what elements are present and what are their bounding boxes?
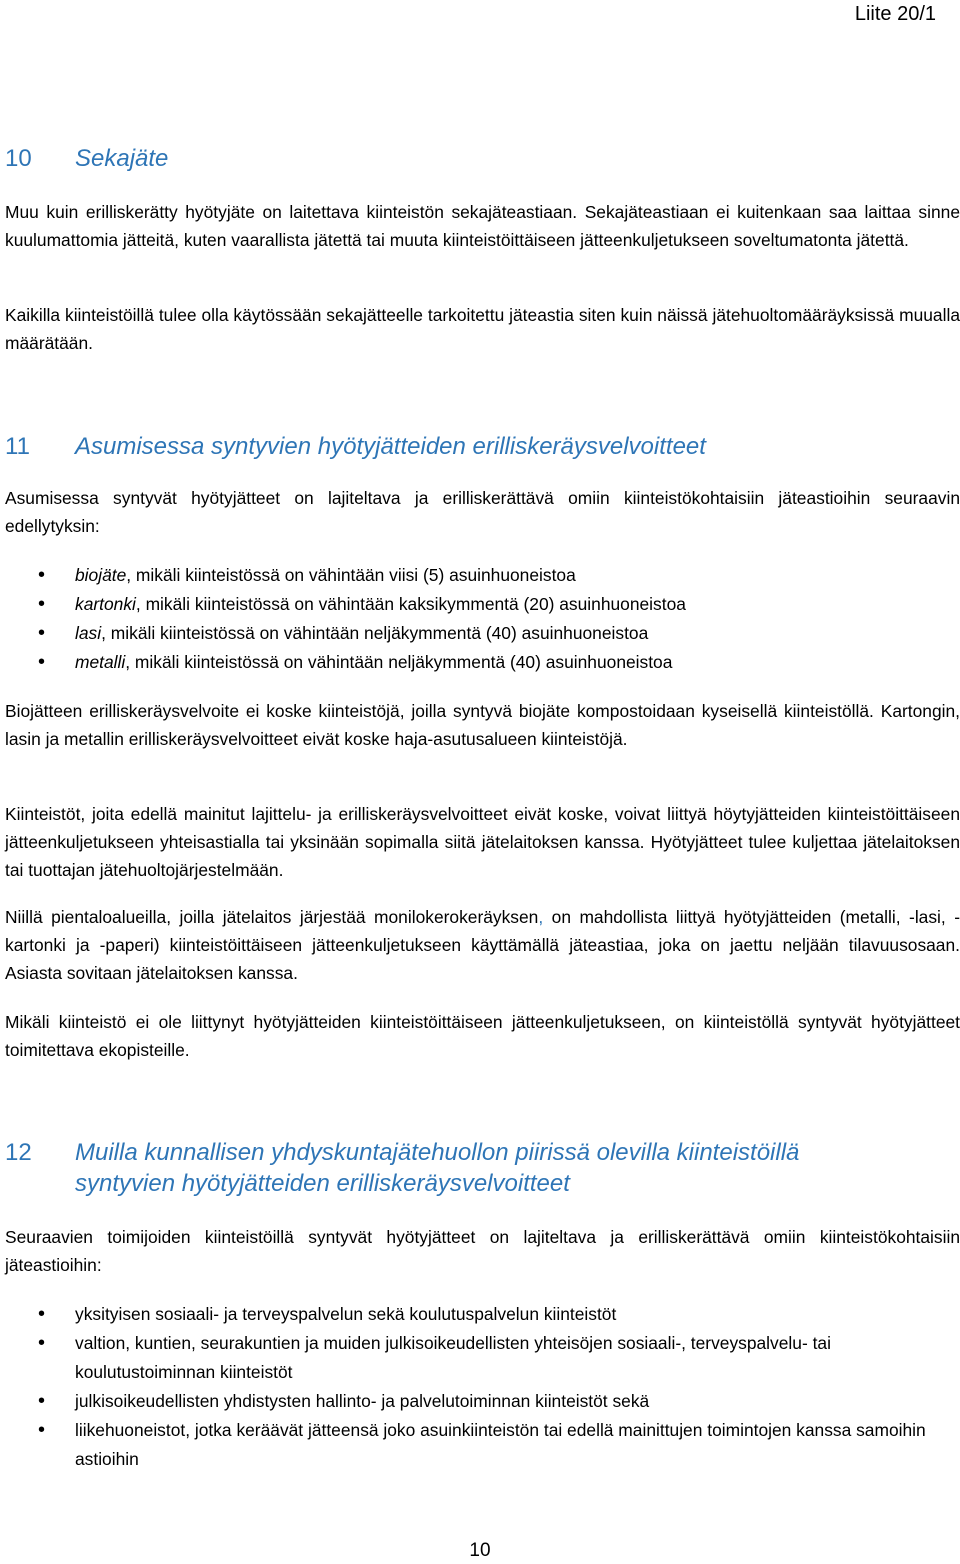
section-10-number: 10 <box>5 145 32 172</box>
section-12-title <box>75 1137 799 1199</box>
section-12-title-line-2: syntyvien hyötyjätteiden erilliskeräysvelvoitteet <box>75 1170 570 1197</box>
list-item <box>0 648 945 677</box>
page-number: 10 <box>469 1540 491 1561</box>
list-item: • liikehuoneistot, jotka keräävät jätteensä joko asuinkiinteistön tai edellä mainittujen toimintojen kanssa samoihin astioihin <box>0 1416 940 1474</box>
section-11-paragraph-pientaloalueet <box>5 903 960 988</box>
section-10-paragraph-2: Kaikilla kiinteistöillä tulee olla käytössään sekajätteelle tarkoitettu jäteastia siten kuin näissä jätehuoltomääräyksissä muualla määrätään. <box>5 305 960 354</box>
paragraph-text: on mahdollista liittyä hyötyjätteiden (metalli, -lasi, -kartonki ja -paperi) kiinteistöittäiseen jätteenkuljetukseen käyttämällä jäteastiaa, joka on jaettu neljään tilavuusosaan. Asiasta sovitaan jätelaitoksen kanssa. <box>5 907 960 984</box>
waste-type-condition: , mikäli kiinteistössä on vähintään neljäkymmentä (40) asuinhuoneistoa <box>101 623 649 643</box>
list-item: • valtion, kuntien, seurakuntien ja muiden julkisoikeudellisten yhteisöjen sosiaali-, terveyspalvelu- tai koulutustoiminnan kiinteistöt <box>0 1329 940 1387</box>
section-11-paragraph-bio: Biojätteen erilliskeräysvelvoite ei koske kiinteistöjä, joilla syntyvä biojäte kompostoidaan kyseisellä kiinteistöllä. Kartongin, lasin ja metallin erilliskeräysvelvoitteet eivät koske haja-asutusalueen kiinteistöjä. <box>5 701 960 750</box>
section-11-title: Asumisessa syntyvien hyötyjätteiden erilliskeräysvelvoitteet <box>75 433 706 460</box>
section-11-paragraph-kiinteistot: Kiinteistöt, joita edellä mainitut lajittelu- ja erilliskeräysvelvoitteet eivät koske, voivat liittyä höytyjätteiden kiinteistöittäiseen jätteenkuljetukseen yhteisastialla tai yksinään sopimalla siitä jätelaitoksen kanssa. Hyötyjätteet tulee kuljettaa jätelaitoksen tai tuottajan jätehuoltojärjestelmään. <box>5 804 960 881</box>
paragraph-text: Niillä pientaloalueilla, joilla jätelaitos järjestää monilokerokeräyksen <box>5 907 539 927</box>
waste-type-condition: , mikäli kiinteistössä on vähintään viisi (5) asuinhuoneistoa <box>126 565 576 585</box>
section-11-paragraph-ekopisteet: Mikäli kiinteistö ei ole liittynyt hyötyjätteiden kiinteistöittäiseen jätteenkuljetukseen, on kiinteistöllä syntyvät hyötyjätteet toimitettava ekopisteille. <box>5 1012 960 1061</box>
waste-type-condition: , mikäli kiinteistössä on vähintään kaksikymmentä (20) asuinhuoneistoa <box>135 594 686 614</box>
section-12-number: 12 <box>5 1139 32 1166</box>
section-11-heading <box>5 431 706 462</box>
waste-type-condition: , mikäli kiinteistössä on vähintään neljäkymmentä (40) asuinhuoneistoa <box>125 652 673 672</box>
list-item: • julkisoikeudellisten yhdistysten hallinto- ja palvelutoiminnan kiinteistöt sekä <box>0 1387 940 1416</box>
waste-type-term: biojäte <box>75 565 127 585</box>
section-10-heading <box>5 143 168 174</box>
list-item <box>0 619 945 648</box>
list-item: • yksityisen sosiaali- ja terveyspalvelun sekä koulutuspalvelun kiinteistöt <box>0 1300 940 1329</box>
attachment-label: Liite 20/1 <box>854 3 936 25</box>
waste-type-term: lasi <box>75 623 102 643</box>
section-11-intro: Asumisessa syntyvät hyötyjätteet on lajiteltava ja erilliskerättävä omiin kiinteistökohtaisiin jäteastioihin seuraavin edellytyksin: <box>5 488 960 537</box>
section-12-heading <box>5 1137 799 1199</box>
section-10-title: Sekajäte <box>75 145 169 172</box>
list-item <box>0 590 945 619</box>
waste-type-term: metalli <box>75 652 126 672</box>
highlighted-comma: , <box>538 907 544 927</box>
section-12-list <box>0 1300 940 1474</box>
section-11-number: 11 <box>5 433 30 460</box>
waste-type-term: kartonki <box>75 594 136 614</box>
section-12-intro: Seuraavien toimijoiden kiinteistöillä syntyvät hyötyjätteet on lajiteltava ja erilliskerättävä omiin kiinteistökohtaisiin jäteastioihin: <box>5 1227 960 1276</box>
section-10-paragraph-1: Muu kuin erilliskerätty hyötyjäte on laitettava kiinteistön sekajäteastiaan. Sekajäteastiaan ei kuitenkaan saa laittaa sinne kuulumattomia jätteitä, kuten vaarallista jätettä tai muuta kiinteistöittäiseen jätteenkuljetukseen soveltumatonta jätettä. <box>5 202 960 251</box>
section-12-title-line-1: Muilla kunnallisen yhdyskuntajätehuollon piirissä olevilla kiinteistöillä <box>75 1139 800 1166</box>
list-item <box>0 561 945 590</box>
section-11-list <box>0 561 945 677</box>
